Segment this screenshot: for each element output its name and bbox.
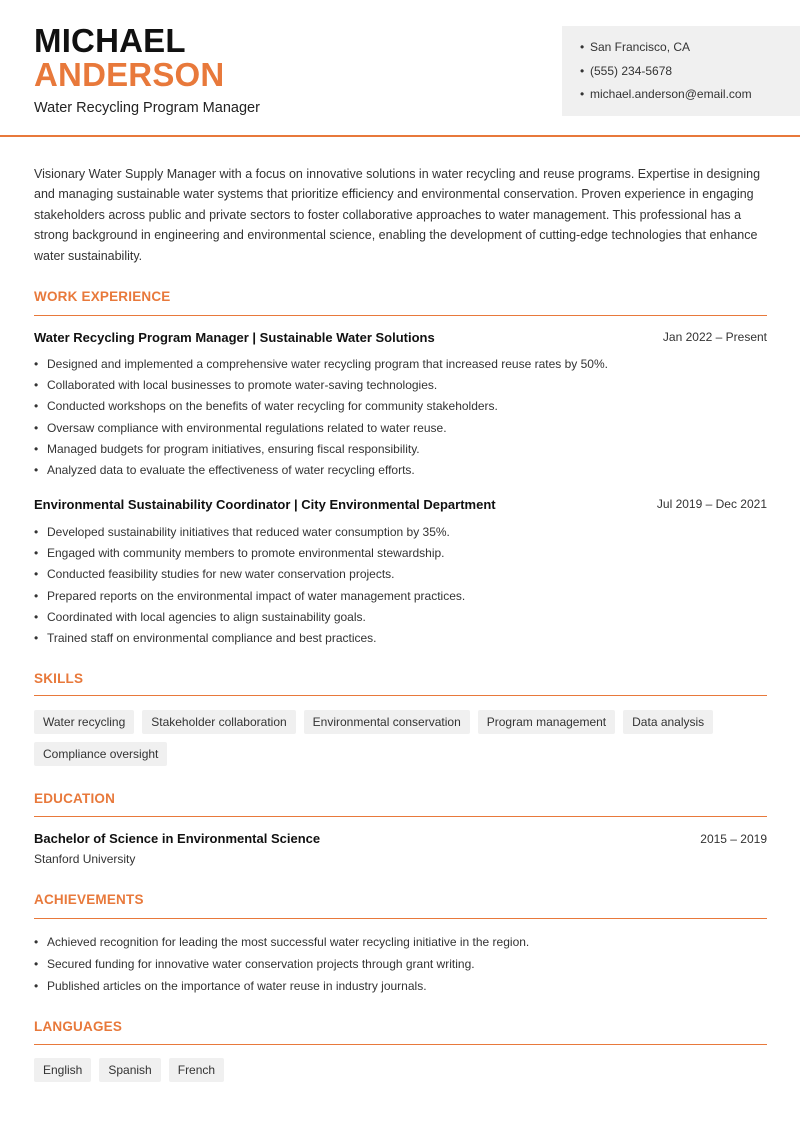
section-divider (34, 315, 767, 316)
job-date: Jan 2022 – Present (662, 330, 767, 344)
skill-chip: Program management (478, 710, 615, 734)
list-item: • Published articles on the importance of water reuse in industry journals. (34, 978, 767, 1000)
list-item: • Conducted workshops on the benefits of water recycling for community stakeholders. (34, 398, 767, 419)
list-item: • Designed and implemented a comprehensive water recycling program that increased reuse rates by 50%. (34, 356, 767, 377)
section-title-work: WORK EXPERIENCE (34, 289, 171, 304)
education-date: 2015 – 2019 (700, 832, 767, 846)
skill-chip: Water recycling (34, 710, 134, 734)
section-title-skills: SKILLS (34, 671, 84, 686)
job-role: Water Recycling Program Manager | Sustainable Water Solutions (34, 330, 435, 345)
list-item: • Conducted feasibility studies for new water conservation projects. (34, 566, 767, 587)
job-title: Water Recycling Program Manager (34, 100, 260, 116)
section-title-achievements: ACHIEVEMENTS (34, 892, 144, 907)
section-divider (34, 918, 767, 919)
education-school: Stanford University (34, 852, 136, 866)
contact-location: • San Francisco, CA (580, 39, 800, 63)
contact-box (562, 26, 800, 116)
list-item: • Managed budgets for program initiatives, ensuring fiscal responsibility. (34, 441, 767, 462)
section-divider (34, 816, 767, 817)
language-chip: Spanish (99, 1058, 160, 1082)
list-item: • Secured funding for innovative water conservation projects through grant writing. (34, 956, 767, 978)
job-bullets (34, 356, 767, 483)
job-header (34, 330, 767, 348)
list-item: • Analyzed data to evaluate the effectiveness of water recycling efforts. (34, 462, 767, 483)
contact-phone: • (555) 234-5678 (580, 63, 800, 87)
achievements-list (34, 934, 767, 1000)
resume-header (0, 0, 800, 137)
section-divider (34, 695, 767, 696)
list-item: • Prepared reports on the environmental impact of water management practices. (34, 588, 767, 609)
list-item: • Trained staff on environmental compliance and best practices. (34, 630, 767, 651)
list-item: • Developed sustainability initiatives that reduced water consumption by 35%. (34, 524, 767, 545)
language-chip: French (169, 1058, 224, 1082)
job-header (34, 497, 767, 515)
list-item: • Coordinated with local agencies to align sustainability goals. (34, 609, 767, 630)
section-title-education: EDUCATION (34, 791, 116, 806)
list-item: • Oversaw compliance with environmental regulations related to water reuse. (34, 420, 767, 441)
list-item: • Engaged with community members to promote environmental stewardship. (34, 545, 767, 566)
job-role: Environmental Sustainability Coordinator | City Environmental Department (34, 497, 496, 512)
last-name: ANDERSON (34, 56, 225, 93)
skill-chip: Environmental conservation (304, 710, 470, 734)
skills-list (34, 710, 767, 766)
list-item: • Achieved recognition for leading the most successful water recycling initiative in the region. (34, 934, 767, 956)
languages-list (34, 1058, 767, 1082)
education-degree: Bachelor of Science in Environmental Science (34, 831, 321, 846)
list-item: • Collaborated with local businesses to promote water-saving technologies. (34, 377, 767, 398)
language-chip: English (34, 1058, 91, 1082)
skill-chip: Compliance oversight (34, 742, 167, 766)
first-name: MICHAEL (34, 22, 186, 59)
contact-email: • michael.anderson@email.com (580, 86, 800, 110)
section-title-languages: LANGUAGES (34, 1019, 123, 1034)
job-bullets (34, 524, 767, 651)
summary: Visionary Water Supply Manager with a focus on innovative solutions in water recycling and reuse programs. Expertise in designing and managing sustainable water systems that prioritize efficiency and environmental conservation. Proven experience in engaging stakeholders across public and private sectors to foster collaborative approaches to water management. This professional has a strong background in engineering and environmental science, enabling the development of cutting-edge technologies that enhance water sustainability. (34, 167, 761, 263)
skill-chip: Data analysis (623, 710, 713, 734)
skill-chip: Stakeholder collaboration (142, 710, 295, 734)
section-divider (34, 1044, 767, 1045)
job-date: Jul 2019 – Dec 2021 (656, 497, 767, 511)
